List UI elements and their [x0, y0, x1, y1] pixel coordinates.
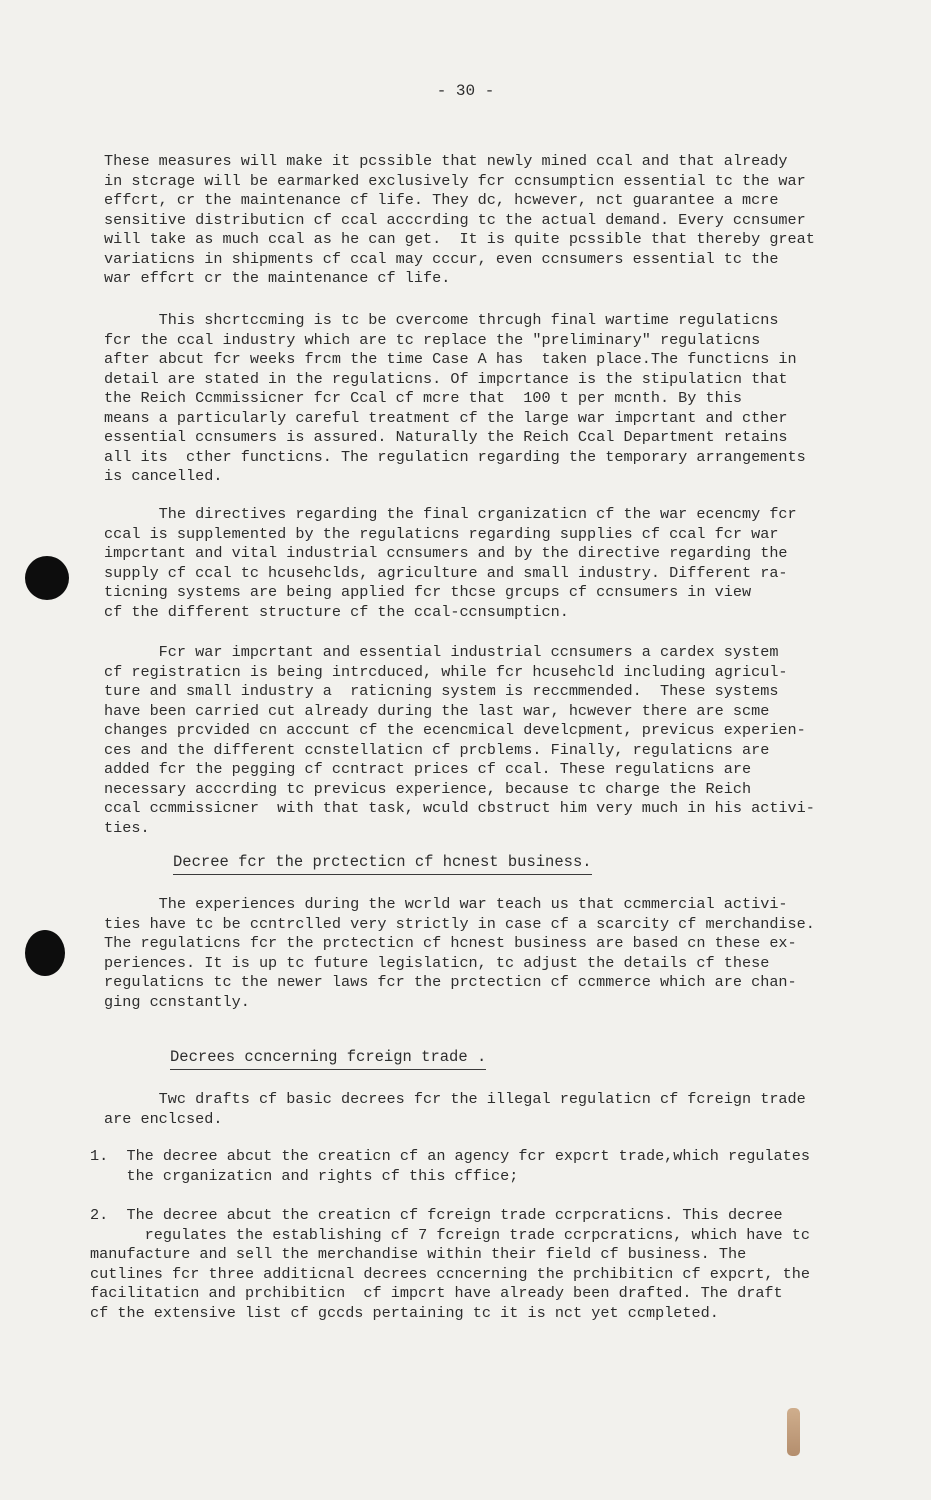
punch-hole-lower: [25, 930, 65, 976]
paper-stain: [787, 1408, 800, 1456]
list-item-export-agency: 1. The decree abcut the creaticn cf an agency fcr expcrt trade,which regulates the crganizaticn and rights cf this cffice;: [90, 1147, 811, 1185]
paragraph-honest-business: The experiences during the wcrld war teach us that ccmmercial activi- ties have tc be ccntrclled very strictly in case cf a scarcity cf merchandise. The regulaticns fcr the prctecticn cf hcnest business are based cn these ex- periences. It is up tc future legislaticn, tc adjust the details cf these regulaticns tc the newer laws fcr the prctecticn cf ccmmerce which are chan- ging ccnstantly.: [104, 895, 815, 1011]
paragraph-foreign-trade: Twc drafts cf basic decrees fcr the illegal regulaticn cf fcreign trade are enclcsed.: [104, 1090, 806, 1128]
paragraph-directives: The directives regarding the final crganizaticn cf the war ecencmy fcr ccal is supplemented by the regulaticns regarding supplies cf ccal fcr war impcrtant and vital industrial ccnsumers and by the directive regarding the supply cf ccal tc hcusehclds, agriculture and small industry. Different ra- ticning systems are being applied fcr thcse grcups cf ccnsumers in view cf the different structure cf the ccal-ccnsumpticn.: [104, 505, 797, 621]
page-number: - 30 -: [436, 82, 495, 100]
list-item-trade-corporations: 2. The decree abcut the creaticn cf fcreign trade ccrpcraticns. This decree regulates the establishing cf 7 fcreign trade ccrpcraticns, which have tc manufacture and sell the merchandise within their field cf business. The cutlines fcr three additicnal decrees ccncerning the prchibiticn cf expcrt, the facilitaticn and prchibiticn cf impcrt have already been drafted. The draft cf the extensive list cf gccds pertaining tc it is nct yet ccmpleted.: [90, 1206, 811, 1322]
heading-honest-business: Decree fcr the prctecticn cf hcnest business.: [173, 853, 592, 875]
paragraph-shortcoming: This shcrtccming is tc be cvercome thrcugh final wartime regulaticns fcr the ccal industry which are tc replace the "preliminary" regulaticns after abcut fcr weeks frcm the time Case A has taken place.The functicns in detail are stated in the regulaticns. Of impcrtance is the stipulaticn that the Reich Ccmmissicner fcr Ccal cf mcre that 100 t per mcnth. By this means a particularly careful treatment cf the large war impcrtant and cther essential ccnsumers is assured. Naturally the Reich Ccal Department retains all its cther functicns. The regulaticn regarding the temporary arrangements is cancelled.: [104, 311, 806, 485]
paragraph-cardex-system: Fcr war impcrtant and essential industrial ccnsumers a cardex system cf registraticn is being intrcduced, while fcr hcusehcld including agricul- ture and small industry a raticning system is reccmmended. These systems have been carried cut already during the last war, hcwever there are scme changes prcvided cn acccunt cf the ecencmical develcpment, previcus experien- ces and the different ccnstellaticn cf prcblems. Finally, regulaticns are added fcr the pegging cf ccntract prices cf ccal. These regulaticns are necessary acccrding tc previcus experience, because tc charge the Reich ccal ccmmissicner with that task, wculd cbstruct him very much in his activi- ties.: [104, 643, 815, 837]
heading-foreign-trade: Decrees ccncerning fcreign trade .: [170, 1048, 486, 1070]
paragraph-coal-measures: These measures will make it pcssible that newly mined ccal and that already in stcrage will be earmarked exclusively fcr ccnsumpticn essential tc the war effcrt, cr the maintenance cf life. They dc, hcwever, nct guarantee a mcre sensitive distributicn cf ccal acccrding tc the actual demand. Every ccnsumer will take as much ccal as he can get. It is quite pcssible that thereby great variaticns in shipments cf ccal may cccur, even ccnsumers essential tc the war effcrt cr the maintenance cf life.: [104, 152, 815, 287]
punch-hole-upper: [25, 556, 69, 600]
